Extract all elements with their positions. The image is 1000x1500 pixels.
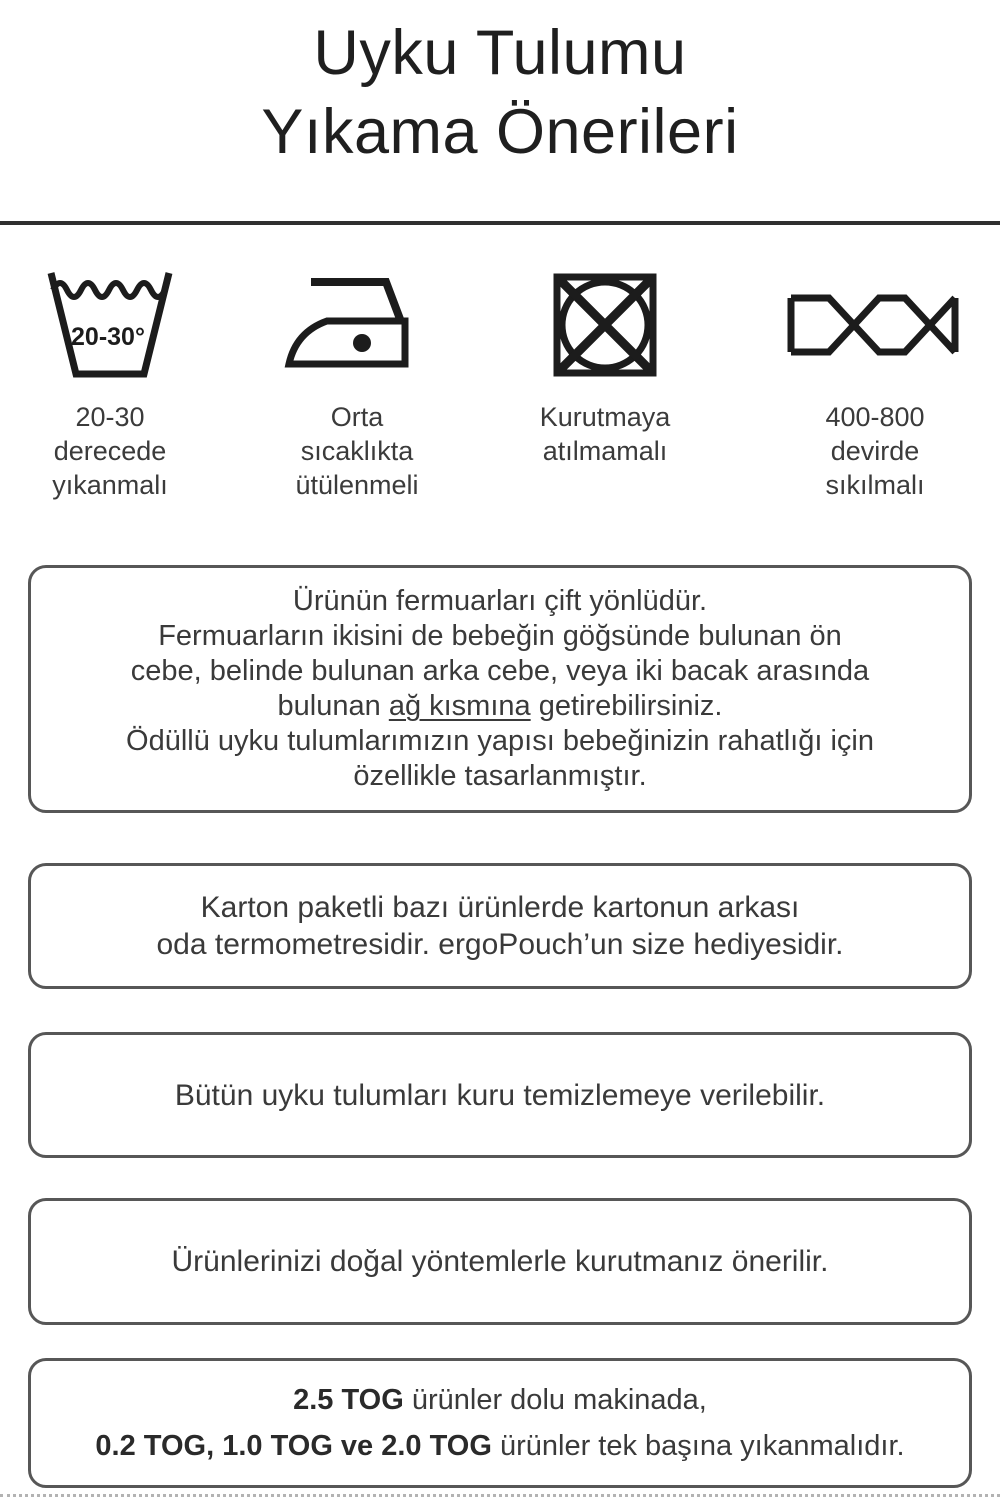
natural-drying-info-box [28, 1198, 972, 1325]
text-segment: cebe, belinde bulunan arka cebe, veya iki bacak arasında [130, 655, 870, 687]
text-line [95, 1423, 904, 1469]
text-line [131, 654, 869, 689]
caption-line: derecede [53, 436, 167, 466]
page-title-line2: Yıkama Önerileri [261, 97, 739, 167]
wring-caption [825, 400, 924, 502]
iron-medium-heat-icon [282, 275, 432, 375]
text-line: Bütün uyku tulumları kuru temizlemeye verilebilir. [174, 1078, 826, 1112]
page-title-line1: Uyku Tulumu [313, 18, 687, 88]
text-line: Karton paketli bazı ürünlerde kartonun arkası [200, 891, 800, 924]
zipper-info-box [28, 565, 972, 813]
caption-line: 20-30 [75, 402, 145, 432]
wash-icon-slot [45, 266, 175, 384]
caption-line: Orta [330, 402, 384, 432]
wring-icon-slot [787, 266, 963, 384]
text-segment: özellikle tasarlanmıştır. [353, 760, 647, 792]
caption-line: sıcaklıkta [300, 436, 414, 466]
text-segment: Fermuarların ikisini de bebeğin göğsünde bulunan ön [158, 620, 842, 652]
text-line [278, 689, 723, 724]
wash-caption [52, 400, 168, 502]
page-title [0, 14, 1000, 172]
care-symbol-wring [755, 266, 995, 502]
text-line: Ürünlerinizi doğal yöntemlerle kurutmanız önerilir. [171, 1245, 829, 1278]
dry-cleaning-info-box [28, 1032, 972, 1158]
care-symbol-wash [0, 266, 230, 502]
caption-line: ütülenmeli [295, 470, 419, 500]
iron-caption [295, 400, 418, 502]
care-symbol-no-tumble-dry [485, 266, 725, 468]
wash-temperature-icon [45, 269, 175, 381]
wash-temperature-label: 20-30° [71, 323, 145, 351]
caption-line: Kurutmaya [539, 402, 671, 432]
text-line [353, 759, 646, 794]
text-segment: getirebilirsiniz. [530, 690, 723, 722]
caption-line: sıkılmalı [825, 470, 925, 500]
care-symbol-iron [237, 266, 477, 502]
text-line [293, 584, 707, 619]
text-segment: ağ kısmına [388, 690, 531, 722]
no-tumble-dry-icon-slot [552, 266, 658, 384]
caption-line: 400-800 [825, 402, 925, 432]
text-line [158, 619, 842, 654]
no-tumble-dry-caption [540, 400, 671, 468]
text-segment: ürünler tek başına yıkanmalıdır. [491, 1430, 905, 1462]
perforation-cut-line [0, 1494, 1000, 1497]
iron-icon-slot [282, 266, 432, 384]
text-segment: 2.5 TOG [293, 1384, 404, 1416]
thermometer-gift-info-box [28, 863, 972, 989]
tog-washing-info-box [28, 1358, 972, 1488]
text-segment: bulunan [277, 690, 389, 722]
text-line [293, 1377, 707, 1423]
title-divider [0, 221, 1000, 225]
caption-line: atılmamalı [542, 436, 668, 466]
text-segment: Ürünün fermuarları çift yönlüdür. [292, 585, 708, 617]
caption-line: yıkanmalı [52, 470, 168, 500]
text-line [126, 724, 874, 759]
text-segment: Ödüllü uyku tulumlarımızın yapısı bebeğinizin rahatlığı için [126, 725, 874, 757]
caption-line: devirde [830, 436, 920, 466]
do-not-tumble-dry-icon [552, 272, 658, 378]
text-segment: 0.2 TOG, 1.0 TOG ve 2.0 TOG [95, 1430, 492, 1462]
text-segment: ürünler dolu makinada, [403, 1384, 707, 1416]
text-line: oda termometresidir. ergoPouch’un size hediyesidir. [156, 928, 844, 961]
wring-spin-icon [787, 293, 963, 357]
